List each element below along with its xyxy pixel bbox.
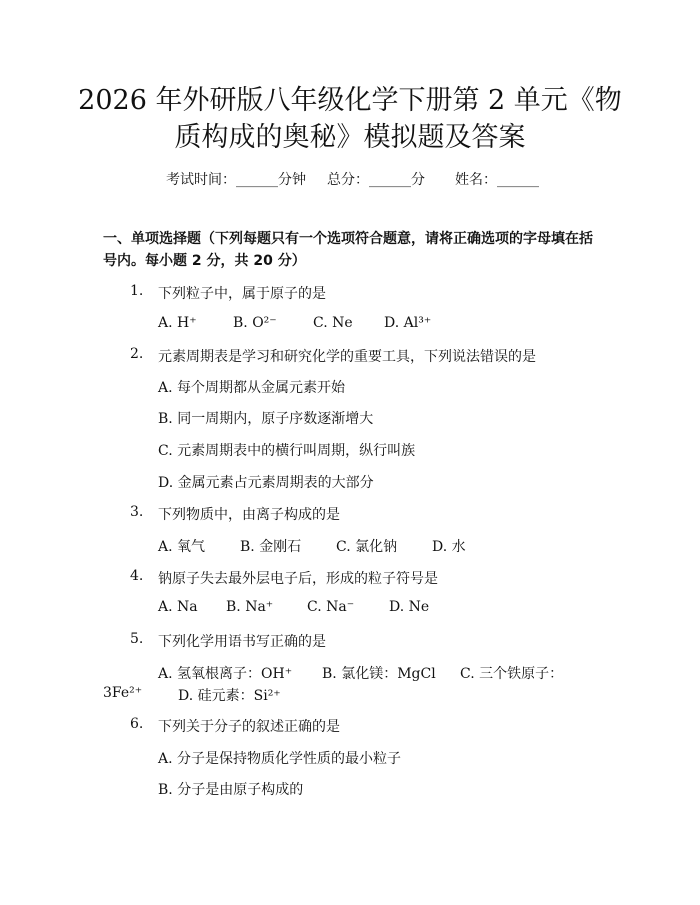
document-title-line-2: 质构成的奥秘》模拟题及答案: [174, 122, 526, 153]
option-d: D. Ne: [389, 599, 430, 615]
student-name-field: 姓名：______: [455, 172, 539, 188]
exam-time-field: 考试时间：______分钟: [166, 172, 306, 188]
question-stem: 下列物质中，由离子构成的是: [158, 507, 340, 523]
option-a: A. 氢氧根离子：OH⁺: [158, 666, 293, 682]
question-stem: 钠原子失去最外层电子后，形成的粒子符号是: [158, 571, 438, 587]
option-c: C. 氯化钠: [336, 539, 398, 555]
option-d: D. 金属元素占元素周期表的大部分: [158, 475, 374, 491]
option-a: A. 氧气: [158, 539, 206, 555]
option-a: A. 每个周期都从金属元素开始: [158, 380, 346, 396]
option-a: A. H⁺: [158, 315, 197, 331]
question-stem: 下列粒子中，属于原子的是: [158, 286, 326, 302]
question-number: 3.: [130, 504, 144, 520]
question-stem: 下列化学用语书写正确的是: [158, 634, 326, 650]
option-d: D. Al³⁺: [384, 315, 432, 331]
section-heading-line-2: 号内。每小题 2 分，共 20 分）: [103, 253, 306, 269]
option-b: B. 氯化镁：MgCl: [322, 666, 436, 682]
question-number: 1.: [130, 283, 144, 299]
option-c: C. Ne: [313, 315, 353, 331]
total-score-field: 总分：______分: [327, 172, 425, 188]
option-b: B. Na⁺: [226, 599, 274, 615]
question-number: 6.: [130, 716, 144, 732]
option-d: D. 水: [432, 539, 466, 555]
option-c: C. 元素周期表中的横行叫周期，纵行叫族: [158, 443, 416, 459]
question-stem: 元素周期表是学习和研究化学的重要工具，下列说法错误的是: [158, 349, 536, 365]
option-b: B. 分子是由原子构成的: [158, 782, 304, 798]
question-number: 2.: [130, 346, 144, 362]
document-title-line-1: 2026 年外研版八年级化学下册第 2 单元《物: [78, 85, 622, 116]
option-b: B. 同一周期内，原子序数逐渐增大: [158, 411, 374, 427]
option-c: C. 三个铁原子：: [460, 666, 564, 682]
option-b: B. 金刚石: [240, 539, 302, 555]
option-b: B. O²⁻: [233, 315, 277, 331]
section-heading-line-1: 一、单项选择题（下列每题只有一个选项符合题意，请将正确选项的字母填在括: [103, 231, 593, 247]
question-number: 4.: [130, 568, 144, 584]
option-a: A. 分子是保持物质化学性质的最小粒子: [158, 751, 402, 767]
question-stem: 下列关于分子的叙述正确的是: [158, 719, 340, 735]
option-c-continuation: 3Fe²⁺: [103, 685, 143, 701]
option-d: D. 硅元素：Si²⁺: [178, 688, 281, 704]
option-a: A. Na: [158, 599, 198, 615]
question-number: 5.: [130, 631, 144, 647]
option-c: C. Na⁻: [307, 599, 355, 615]
